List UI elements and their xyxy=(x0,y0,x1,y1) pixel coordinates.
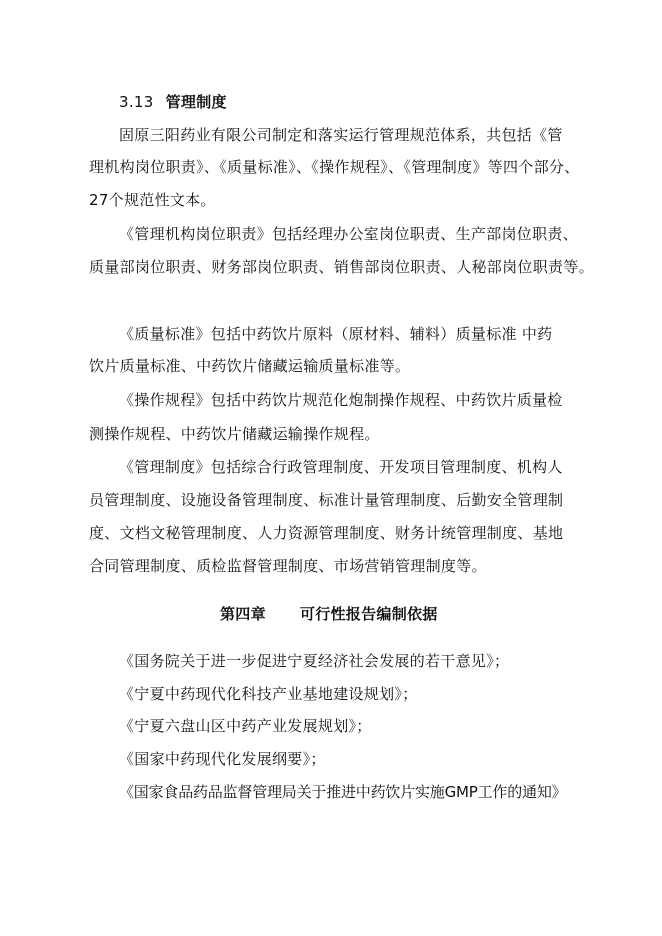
paragraph-line: 饮片质量标准、中药饮片储藏运输质量标准等。 xyxy=(89,357,411,375)
reference-item: 《宁夏六盘山区中药产业发展规划》； xyxy=(119,717,372,735)
paragraph-line: 《管理制度》包括综合行政管理制度、开发项目管理制度、机构人 xyxy=(119,458,563,476)
chapter-heading xyxy=(220,604,438,624)
paragraph-line: 合同管理制度、质检监督管理制度、市场营销管理制度等。 xyxy=(89,557,487,575)
paragraph-line: 《管理机构岗位职责》包括经理办公室岗位职责、生产部岗位职责、 xyxy=(119,225,579,243)
reference-item: 《国务院关于进一步促进宁夏经济社会发展的若干意见》； xyxy=(119,652,510,670)
chapter-title: 可行性报告编制依据 xyxy=(299,605,438,623)
paragraph-line: 固原三阳药业有限公司制定和落实运行管理规范体系，共包括《管 xyxy=(119,126,563,144)
paragraph-line: 《质量标准》包括中药饮片原料（原材料、辅料）质量标准 中药 xyxy=(119,325,553,343)
reference-item: 《国家食品药品监督管理局关于推进中药饮片实施GMP工作的通知》 xyxy=(119,783,567,801)
paragraph-line: 质量部岗位职责、财务部岗位职责、销售部岗位职责、人秘部岗位职责等。 xyxy=(89,258,594,276)
section-heading xyxy=(119,92,227,112)
section-title: 管理制度 xyxy=(165,93,227,111)
paragraph-line: 《操作规程》包括中药饮片规范化炮制操作规程、中药饮片质量检 xyxy=(119,391,563,409)
paragraph-line: 员管理制度、设施设备管理制度、标准计量管理制度、后勤安全管理制 xyxy=(89,491,564,509)
section-number: 3.13 xyxy=(119,93,154,111)
paragraph-line: 27个规范性文本。 xyxy=(89,191,216,209)
paragraph-line: 度、文档文秘管理制度、人力资源管理制度、财务计统管理制度、基地 xyxy=(89,524,564,542)
paragraph-line: 理机构岗位职责》、《质量标准》、《操作规程》、《管理制度》等四个部分、 xyxy=(89,158,580,176)
chapter-number: 第四章 xyxy=(220,605,266,623)
paragraph-line: 测操作规程、中药饮片储藏运输操作规程。 xyxy=(89,425,380,443)
reference-item: 《国家中药现代化发展纲要》； xyxy=(119,750,326,768)
reference-item: 《宁夏中药现代化科技产业基地建设规划》； xyxy=(119,685,418,703)
